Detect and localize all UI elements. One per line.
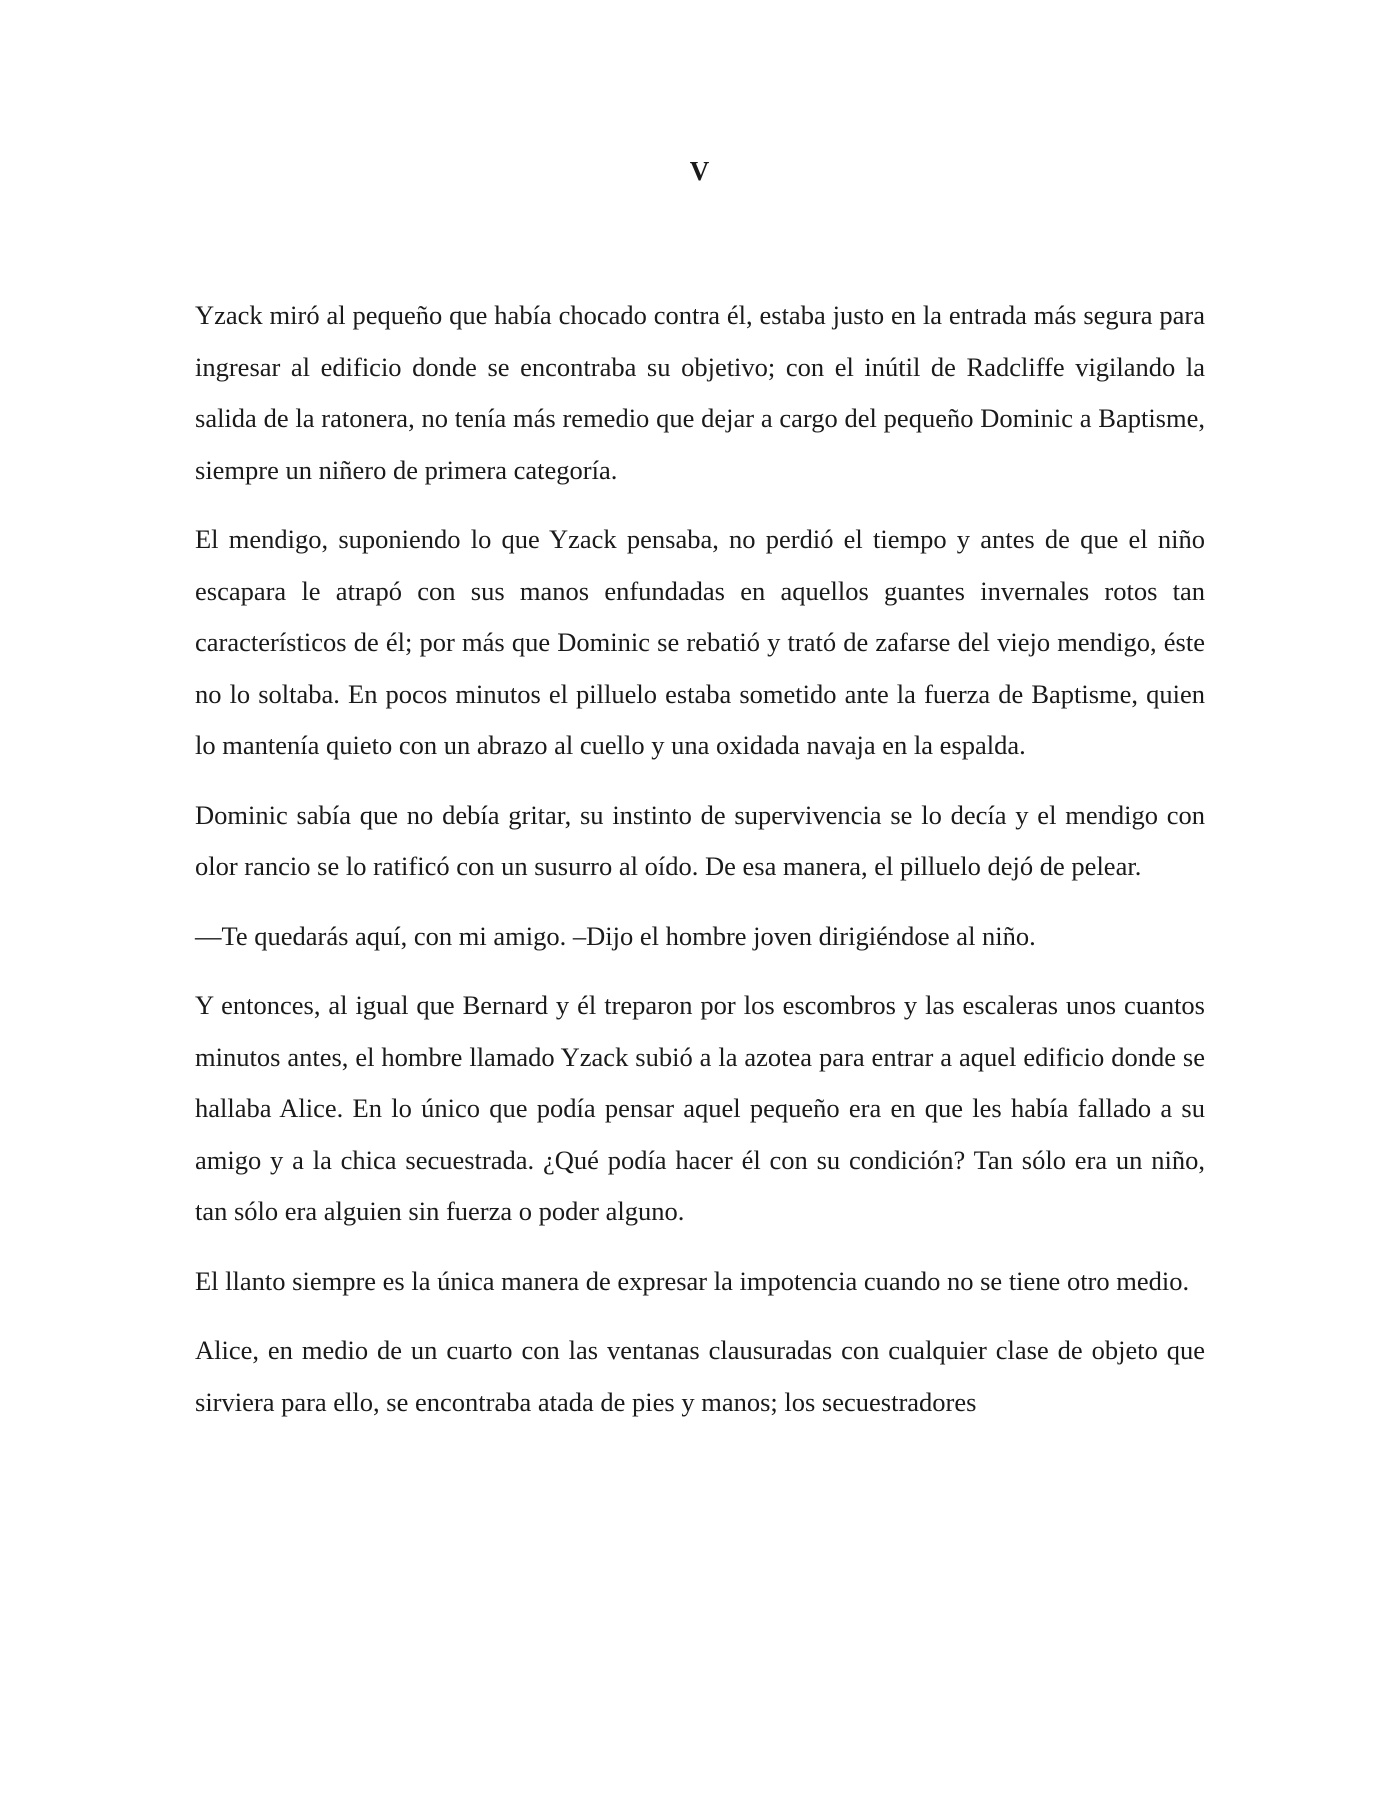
paragraph-4-dialogue: —Te quedarás aquí, con mi amigo. –Dijo el hombre joven dirigiéndose al niño. [195, 920, 1036, 951]
paragraph-6: El llanto siempre es la única manera de expresar la impotencia cuando no se tiene otro medio. [195, 1265, 1190, 1296]
paragraph-2: El mendigo, suponiendo lo que Yzack pensaba, no perdió el tiempo y antes de que el niño escapara le atrapó con sus manos enfundadas en aquellos guantes invernales rotos tan característicos de él; por más que Dominic se rebatió y trató de zafarse del viejo mendigo, éste no lo soltaba. En pocos minutos el pilluelo estaba sometido ante la fuerza de Baptisme, quien lo mantenía quieto con un abrazo al cuello y una oxidada navaja en la espalda. [195, 524, 1205, 760]
paragraph-3: Dominic sabía que no debía gritar, su instinto de supervivencia se lo decía y el mendigo con olor rancio se lo ratificó con un susurro al oído. De esa manera, el pilluelo dejó de pelear. [195, 799, 1205, 881]
chapter-heading: V [689, 156, 711, 186]
body-text [195, 290, 1205, 1446]
paragraph-5: Y entonces, al igual que Bernard y él treparon por los escombros y las escaleras unos cuantos minutos antes, el hombre llamado Yzack subió a la azotea para entrar a aquel edificio donde se hallaba Alice. En lo único que podía pensar aquel pequeño era en que les había fallado a su amigo y a la chica secuestrada. ¿Qué podía hacer él con su condición? Tan sólo era un niño, tan sólo era alguien sin fuerza o poder alguno. [195, 990, 1205, 1226]
paragraph-7: Alice, en medio de un cuarto con las ventanas clausuradas con cualquier clase de objeto que sirviera para ello, se encontraba atada de pies y manos; los secuestradores [195, 1335, 1205, 1417]
paragraph-1: Yzack miró al pequeño que había chocado contra él, estaba justo en la entrada más segura para ingresar al edificio donde se encontraba su objetivo; con el inútil de Radcliffe vigilando la salida de la ratonera, no tenía más remedio que dejar a cargo del pequeño Dominic a Baptisme, siempre un niñero de primera categoría. [195, 300, 1205, 485]
